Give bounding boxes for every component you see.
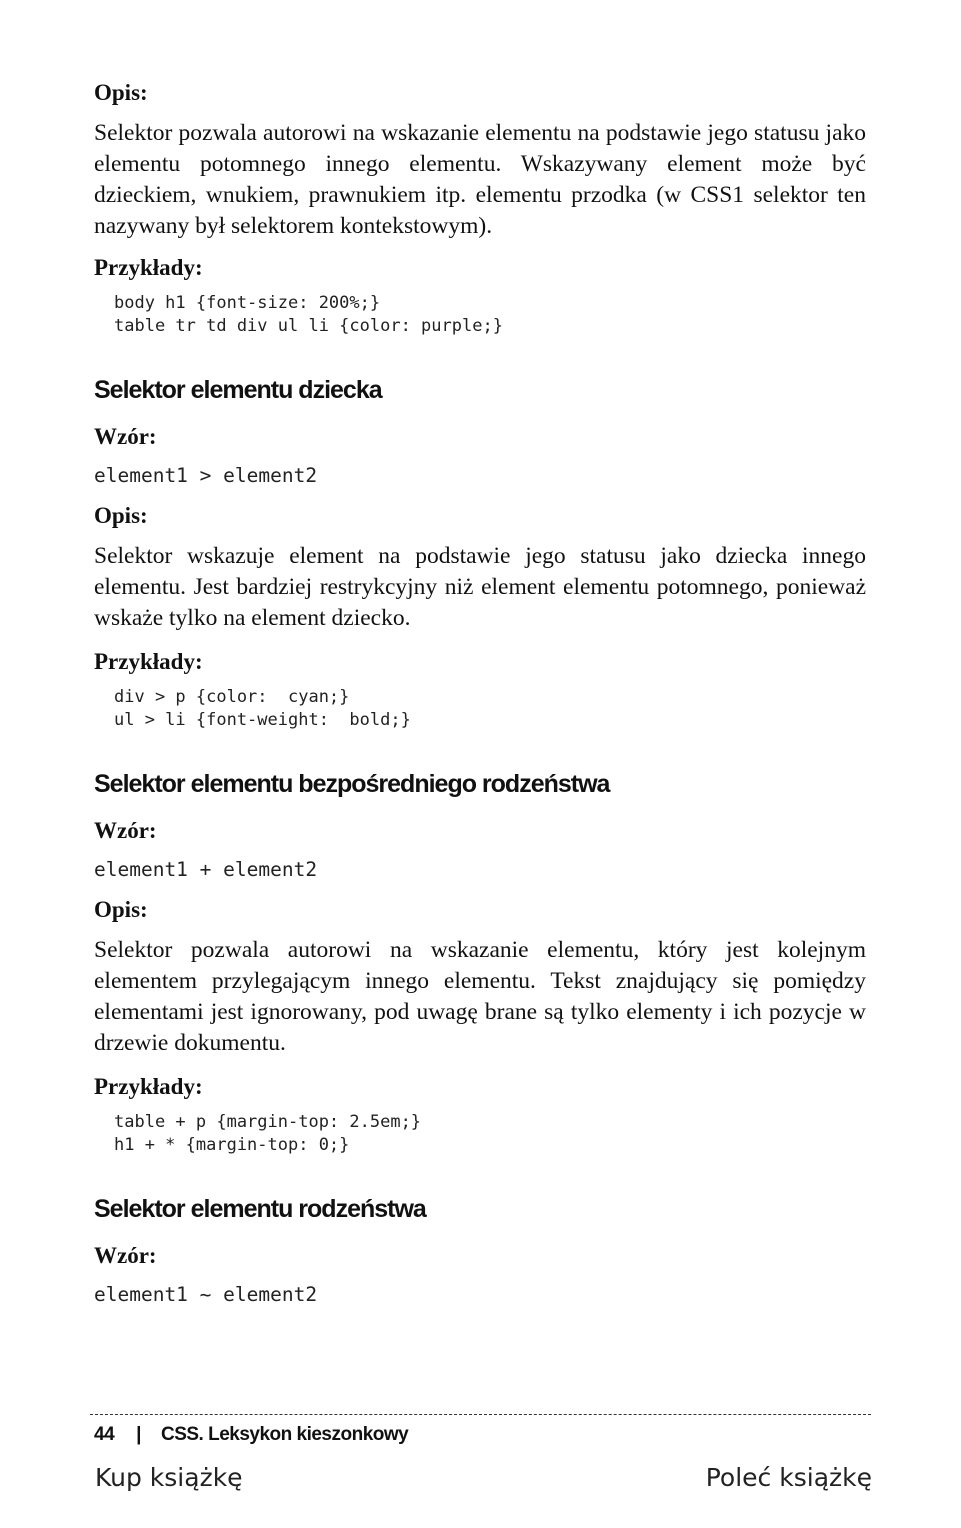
pattern-code: element1 > element2 — [94, 464, 318, 487]
page-footer — [94, 1424, 408, 1446]
description-text: Selektor pozwala autorowi na wskazanie elementu na podstawie jego statusu jako elementu potomnego innego elementu. Wskazywany element może być dzieckiem, wnukiem, prawnukiem itp. elementu przodka (w CSS1 selektor ten nazywany był selektorem kontekstowym). — [94, 120, 866, 239]
code-example: div > p {color: cyan;} ul > li {font-weight: bold;} — [114, 687, 411, 730]
footer-divider — [90, 1414, 871, 1415]
pattern-label: Wzór: — [94, 1243, 157, 1268]
description-label: Opis: — [94, 897, 148, 922]
description-label: Opis: — [94, 503, 148, 528]
code-example: body h1 {font-size: 200%;} table tr td div ul li {color: purple;} — [114, 293, 503, 336]
footer-separator: | — [136, 1424, 141, 1445]
code-example: table + p {margin-top: 2.5em;} h1 + * {margin-top: 0;} — [114, 1112, 422, 1155]
buy-book-link[interactable]: Kup książkę — [95, 1463, 243, 1492]
examples-label: Przykłady: — [94, 255, 203, 280]
description-text: Selektor wskazuje element na podstawie jego statusu jako dziecka innego elementu. Jest bardziej restrykcyjny niż element elementu potomnego, ponieważ wskaże tylko na element dziecko. — [94, 543, 866, 631]
section-heading-child: Selektor elementu dziecka — [94, 376, 382, 404]
section-heading-sibling: Selektor elementu rodzeństwa — [94, 1195, 426, 1223]
examples-label: Przykłady: — [94, 649, 203, 674]
pattern-code: element1 ~ element2 — [94, 1283, 318, 1306]
section-heading-adjacent: Selektor elementu bezpośredniego rodzeństwa — [94, 770, 610, 798]
pattern-label: Wzór: — [94, 818, 157, 843]
description-text: Selektor pozwala autorowi na wskazanie elementu, który jest kolejnym elementem przylegającym innego elementu. Tekst znajdujący się pomiędzy elementami jest ignorowany, pod uwagę brane są tylko elementy i ich pozycje w drzewie dokumentu. — [94, 937, 866, 1056]
page-number: 44 — [94, 1424, 115, 1445]
page-content — [94, 78, 866, 1309]
recommend-book-link[interactable]: Poleć książkę — [705, 1463, 872, 1492]
pattern-code: element1 + element2 — [94, 858, 318, 881]
pattern-label: Wzór: — [94, 424, 157, 449]
book-title: CSS. Leksykon kieszonkowy — [160, 1424, 409, 1445]
examples-label: Przykłady: — [94, 1074, 203, 1099]
description-label: Opis: — [94, 80, 148, 105]
